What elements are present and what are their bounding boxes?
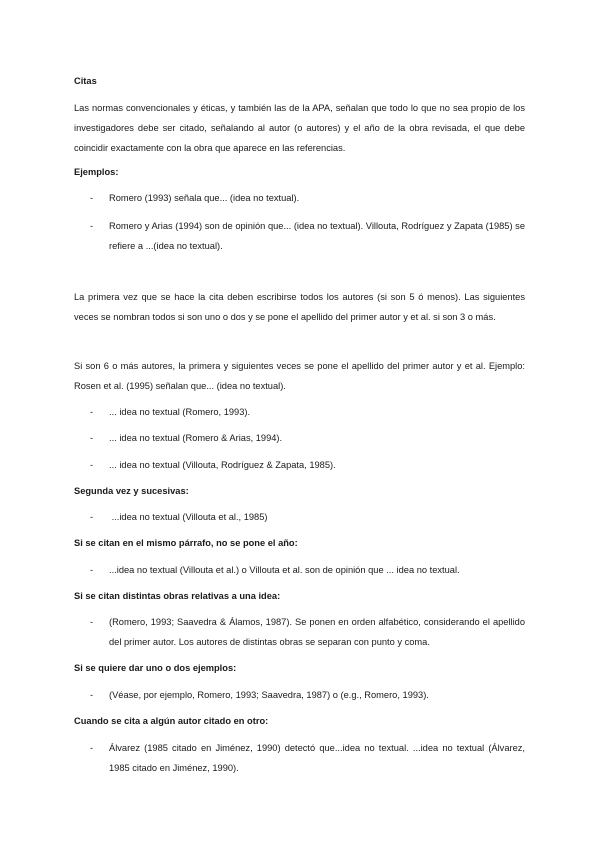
mismo-parrafo-heading: Si se citan en el mismo párrafo, no se pone el año: xyxy=(74,538,298,548)
list-item: ... idea no textual (Romero, 1993). xyxy=(109,407,251,417)
intro-paragraph: Las normas convencionales y éticas, y también las de la APA, señalan que todo lo que no sea propio de los investigadores debe ser citado, señalando al autor (o autores) y el año de la obra revisada, el que debe coincidir exactamente con la obra que aparece en las referencias. xyxy=(74,103,525,153)
bullet-dash: - xyxy=(90,433,94,443)
list-item: (Romero, 1993; Saavedra & Álamos, 1987). Se ponen en orden alfabético, considerando el apellido del primer autor. Los autores de distintas obras se separan con punto y coma. xyxy=(109,617,525,647)
bullet-dash: - xyxy=(90,743,94,753)
bullet-dash: - xyxy=(90,193,94,203)
list-item: Álvarez (1985 citado en Jiménez, 1990) detectó que...idea no textual. ...idea no textual (Álvarez, 1985 citado en Jiménez, 1990). xyxy=(109,743,525,773)
bullet-dash: - xyxy=(90,690,94,700)
citado-en-otro-heading: Cuando se cita a algún autor citado en otro: xyxy=(74,716,269,726)
seis-autores-paragraph: Si son 6 o más autores, la primera y siguientes veces se pone el apellido del primer autor y et al. Ejemplo: Rosen et al. (1995) señalan que... (idea no textual). xyxy=(74,361,525,391)
bullet-dash: - xyxy=(90,617,94,627)
list-item: Romero (1993) señala que... (idea no textual). xyxy=(109,193,300,203)
bullet-dash: - xyxy=(90,407,94,417)
list-item: (Véase, por ejemplo, Romero, 1993; Saavedra, 1987) o (e.g., Romero, 1993). xyxy=(109,690,429,700)
bullet-dash: - xyxy=(90,565,94,575)
list-item: ...idea no textual (Villouta et al.) o Villouta et al. son de opinión que ... idea no textual. xyxy=(109,565,460,575)
bullet-dash: - xyxy=(90,512,94,522)
distintas-obras-heading: Si se citan distintas obras relativas a una idea: xyxy=(74,591,281,601)
list-item: ...idea no textual (Villouta et al., 1985) xyxy=(109,512,268,522)
list-item: Romero y Arias (1994) son de opinión que... (idea no textual). Villouta, Rodríguez y Zapata (1985) se refiere a ...(idea no textual). xyxy=(109,221,525,251)
segunda-heading: Segunda vez y sucesivas: xyxy=(74,486,189,496)
ejemplos2-heading: Si se quiere dar uno o dos ejemplos: xyxy=(74,663,237,673)
bullet-dash: - xyxy=(90,221,94,231)
bullet-dash: - xyxy=(90,460,94,470)
list-item: ... idea no textual (Romero & Arias, 1994). xyxy=(109,433,283,443)
ejemplos-heading: Ejemplos: xyxy=(74,167,119,177)
primera-vez-paragraph: La primera vez que se hace la cita deben escribirse todos los autores (si son 5 ó menos). Las siguientes veces se nombran todos si son uno o dos y se pone el apellido del primer autor y et al. si son 3 o más. xyxy=(74,292,525,322)
doc-title: Citas xyxy=(74,76,97,86)
list-item: ... idea no textual (Villouta, Rodríguez & Zapata, 1985). xyxy=(109,460,336,470)
